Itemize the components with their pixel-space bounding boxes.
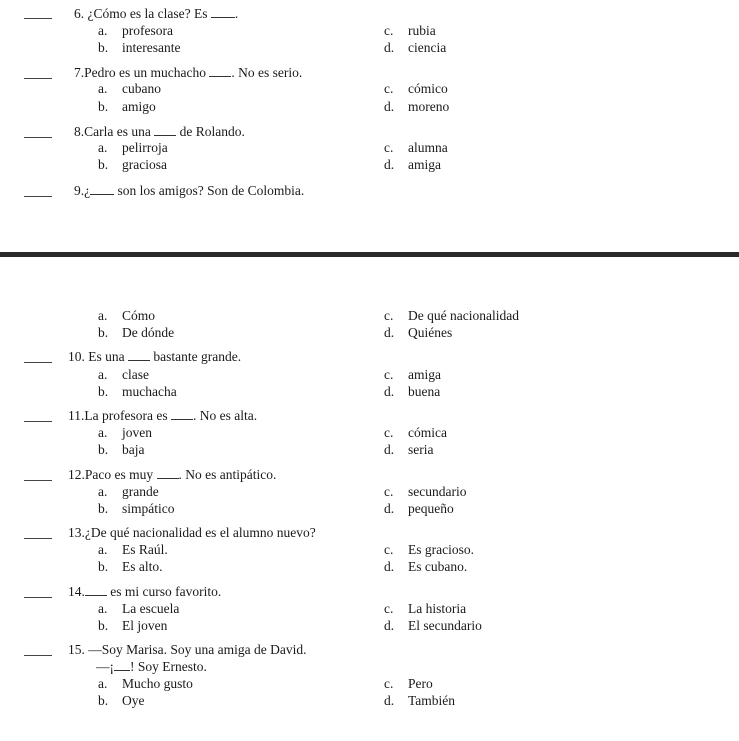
fill-gap — [157, 467, 179, 479]
question-9: 9.¿ son los amigos? Son de Colombia. — [74, 183, 305, 198]
option-c[interactable]: c. rubia — [384, 23, 436, 38]
option-a[interactable]: a. joven — [98, 425, 152, 440]
option-b[interactable]: b. interesante — [98, 40, 181, 55]
question-15: 15. —Soy Marisa. Soy una amiga de David. — [68, 642, 307, 657]
question-6: 6. ¿Cómo es la clase? Es . — [74, 6, 239, 21]
option-a[interactable]: a. Es Raúl. — [98, 542, 168, 557]
question-7: 7.Pedro es un muchacho . No es serio. — [74, 65, 303, 80]
answer-blank[interactable] — [24, 346, 52, 363]
option-d[interactable]: d. seria — [384, 442, 434, 457]
option-a[interactable]: a. pelirroja — [98, 140, 168, 155]
option-b[interactable]: b. baja — [98, 442, 145, 457]
option-b[interactable]: b. muchacha — [98, 384, 177, 399]
question-12: 12.Paco es muy . No es antipático. — [68, 467, 277, 482]
answer-blank[interactable] — [24, 464, 52, 481]
question-8: 8.Carla es una de Rolando. — [74, 124, 245, 139]
option-d[interactable]: d. También — [384, 693, 456, 708]
answer-blank[interactable] — [24, 405, 52, 422]
option-c[interactable]: c. cómica — [384, 425, 447, 440]
option-c[interactable]: c. cómico — [384, 81, 448, 96]
answer-blank[interactable] — [24, 62, 52, 79]
option-b[interactable]: b. graciosa — [98, 157, 167, 172]
option-d[interactable]: d. moreno — [384, 99, 450, 114]
answer-blank[interactable] — [24, 2, 52, 19]
page-divider — [0, 252, 739, 257]
option-b[interactable]: b. Es alto. — [98, 559, 163, 574]
fill-gap — [85, 584, 107, 596]
option-d[interactable]: d. ciencia — [384, 40, 447, 55]
option-a[interactable]: a. grande — [98, 484, 159, 499]
question-15-line2: —¡ ! Soy Ernesto. — [96, 659, 207, 674]
option-c[interactable]: c. La historia — [384, 601, 467, 616]
fill-gap — [171, 408, 193, 420]
fill-gap — [128, 349, 150, 361]
option-b[interactable]: b. simpático — [98, 501, 175, 516]
option-c[interactable]: c. De qué nacionalidad — [384, 308, 519, 323]
fill-gap — [154, 124, 176, 136]
answer-blank[interactable] — [24, 581, 52, 598]
option-d[interactable]: d. buena — [384, 384, 441, 399]
option-a[interactable]: a. La escuela — [98, 601, 180, 616]
answer-blank[interactable] — [24, 639, 52, 656]
option-b[interactable]: b. De dónde — [98, 325, 175, 340]
option-d[interactable]: d. amiga — [384, 157, 441, 172]
answer-blank[interactable] — [24, 522, 52, 539]
fill-gap — [114, 659, 130, 671]
question-13: 13.¿De qué nacionalidad es el alumno nuevo? — [68, 525, 316, 540]
question-14: 14. es mi curso favorito. — [68, 584, 222, 599]
option-b[interactable]: b. Oye — [98, 693, 145, 708]
option-d[interactable]: d. Quiénes — [384, 325, 453, 340]
fill-gap — [209, 65, 231, 77]
question-10: 10. Es una bastante grande. — [68, 349, 242, 364]
fill-gap — [211, 6, 235, 18]
option-b[interactable]: b. amigo — [98, 99, 156, 114]
option-a[interactable]: a. Cómo — [98, 308, 156, 323]
option-a[interactable]: a. profesora — [98, 23, 173, 38]
option-d[interactable]: d. Es cubano. — [384, 559, 468, 574]
option-c[interactable]: c. amiga — [384, 367, 441, 382]
option-a[interactable]: a. Mucho gusto — [98, 676, 193, 691]
answer-blank[interactable] — [24, 180, 52, 197]
option-d[interactable]: d. El secundario — [384, 618, 482, 633]
question-11: 11.La profesora es . No es alta. — [68, 408, 258, 423]
option-a[interactable]: a. clase — [98, 367, 149, 382]
option-c[interactable]: c. Pero — [384, 676, 433, 691]
option-d[interactable]: d. pequeño — [384, 501, 454, 516]
option-a[interactable]: a. cubano — [98, 81, 161, 96]
fill-gap — [90, 183, 114, 195]
option-c[interactable]: c. Es gracioso. — [384, 542, 474, 557]
option-c[interactable]: c. secundario — [384, 484, 467, 499]
option-c[interactable]: c. alumna — [384, 140, 448, 155]
answer-blank[interactable] — [24, 121, 52, 138]
option-b[interactable]: b. El joven — [98, 618, 168, 633]
